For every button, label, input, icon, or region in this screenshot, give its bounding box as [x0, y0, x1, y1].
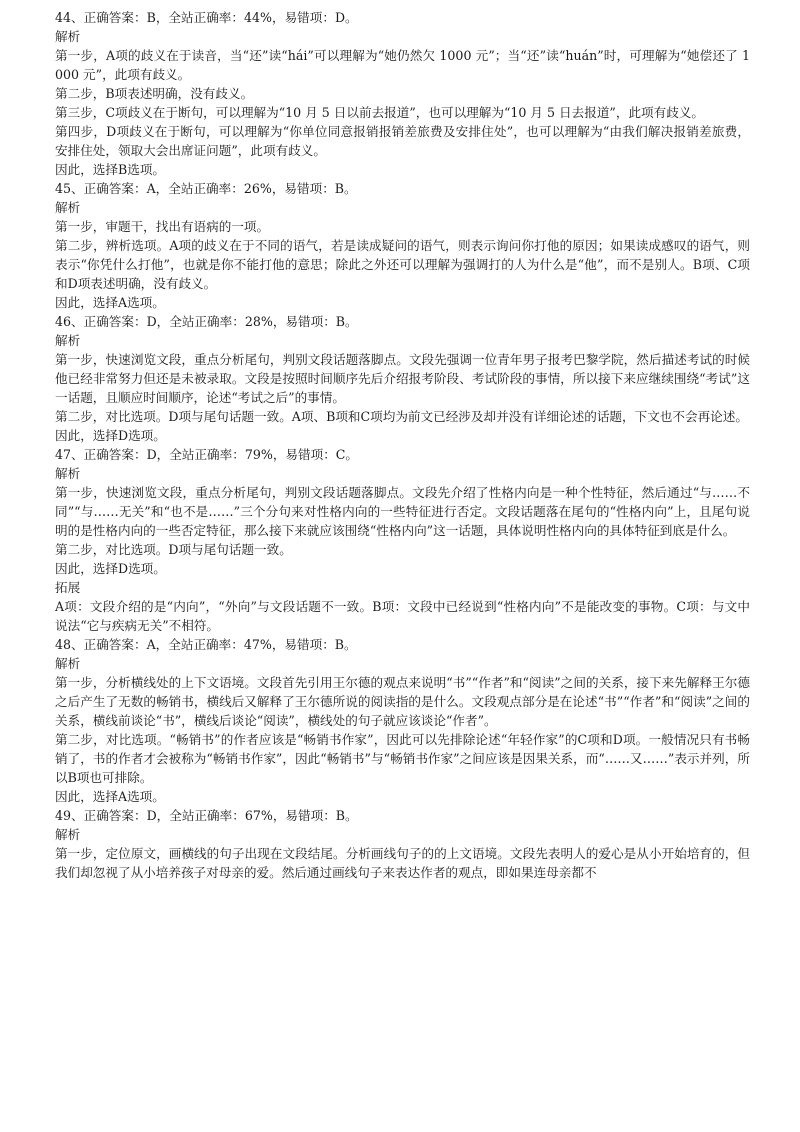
document-page — [55, 8, 750, 882]
answer-heading-46: 46、正确答案：D，全站正确率：28%，易错项：B。 — [55, 314, 358, 329]
analysis-label: 解析 — [55, 200, 81, 215]
conclusion: 因此，选择A选项。 — [55, 295, 165, 310]
paragraph: 第一步，定位原文，画横线的句子出现在文段结尾。分析画线句子的的上文语境。文段先表明人的爱心是从小开始培育的，但我们却忽视了从小培养孩子对母亲的爱。然后通过画线句子来表达作者的观点，即如果连母亲都不 — [55, 846, 750, 880]
analysis-label: 解析 — [55, 29, 81, 44]
analysis-label: 解析 — [55, 466, 81, 481]
paragraph: 第一步，快速浏览文段，重点分析尾句，判别文段话题落脚点。文段先介绍了性格内向是一种个性特征，然后通过“与……不同”“与……无关”和“也不是……”三个分句来对性格内向的一些特征进行否定。文段话题落在尾句的“性格内向”上，且尾句说明的是性格内向的一些否定特征，那么接下来就应该围绕“性格内向”这一话题，具体说明性格内向的具体特征到底是什么。 — [55, 485, 750, 538]
conclusion: 因此，选择D选项。 — [55, 428, 166, 443]
analysis-label: 解析 — [55, 827, 81, 842]
paragraph: 第一步，分析横线处的上下文语境。文段首先引用王尔德的观点来说明“书”“作者”和“阅读”之间的关系，接下来先解释王尔德之后产生了无数的畅销书，横线后又解释了王尔德所说的阅读指的是什么。文段观点部分是在论述“书”“作者”和“阅读”之间的关系，横线前谈论“书”，横线后谈论“阅读”，横线处的句子就应该谈论“作者”。 — [55, 675, 750, 728]
paragraph: 第一步，快速浏览文段，重点分析尾句，判别文段话题落脚点。文段先强调一位青年男子报考巴黎学院，然后描述考试的时候他已经非常努力但还是未被录取。文段是按照时间顺序先后介绍报考阶段、考试阶段的事情，所以接下来应继续围绕“考试”这一话题，且顺应时间顺序，论述“考试之后”的事情。 — [55, 352, 750, 405]
answer-heading-44: 44、正确答案：B，全站正确率：44%，易错项：D。 — [55, 10, 358, 25]
analysis-label: 解析 — [55, 333, 81, 348]
conclusion: 因此，选择D选项。 — [55, 561, 166, 576]
paragraph: 第二步，辨析选项。A项的歧义在于不同的语气，若是读成疑问的语气，则表示询问你打他的原因；如果读成感叹的语气，则表示“你凭什么打他”，也就是你不能打他的意思；除此之外还可以理解为强调打的人为什么是“他”，而不是别人。B项、C项和D项表述明确，没有歧义。 — [55, 238, 750, 291]
answer-heading-45: 45、正确答案：A，全站正确率：26%，易错项：B。 — [55, 181, 357, 196]
paragraph: 第一步，A项的歧义在于读音，当“还”读“hái”可以理解为“她仍然欠 1000 元”；当“还”读“huán”时，可理解为“她偿还了 1000 元”，此项有歧义。 — [55, 48, 750, 82]
paragraph: 第二步，对比选项。D项与尾句话题一致。 — [55, 542, 292, 557]
conclusion: 因此，选择B选项。 — [55, 162, 166, 177]
paragraph: 第一步，审题干，找出有语病的一项。 — [55, 219, 270, 234]
paragraph: 第三步，C项歧义在于断句，可以理解为“10 月 5 日以前去报道”，也可以理解为“10 月 5 日去报道”，此项有歧义。 — [55, 105, 705, 120]
paragraph: 第四步，D项歧义在于断句，可以理解为“你单位同意报销报销差旅费及安排住处”，也可以理解为“由我们解决报销差旅费，安排住处，领取大会出席证问题”，此项有歧义。 — [55, 124, 750, 158]
extension-label: 拓展 — [55, 580, 81, 595]
answer-heading-47: 47、正确答案：D，全站正确率：79%，易错项：C。 — [55, 447, 359, 462]
answer-heading-49: 49、正确答案：D，全站正确率：67%，易错项：B。 — [55, 808, 358, 823]
answer-heading-48: 48、正确答案：A，全站正确率：47%，易错项：B。 — [55, 637, 357, 652]
paragraph: 第二步，对比选项。D项与尾句话题一致。A项、B项和C项均为前文已经涉及却并没有详细论述的话题，下文也不会再论述。 — [55, 409, 748, 424]
paragraph: A项：文段介绍的是“内向”，“外向”与文段话题不一致。B项：文段中已经说到“性格内向”不是能改变的事物。C项：与文中说法“它与疾病无关”不相符。 — [55, 599, 750, 633]
paragraph: 第二步，对比选项。“畅销书”的作者应该是“畅销书作家”，因此可以先排除论述“年轻作家”的C项和D项。一般情况只有书畅销了，书的作者才会被称为“畅销书作家”，因此“畅销书”与“畅销书作家”之间应该是因果关系，而“……又……”表示并列，所以B项也可排除。 — [55, 732, 750, 785]
conclusion: 因此，选择A选项。 — [55, 789, 165, 804]
analysis-label: 解析 — [55, 656, 81, 671]
paragraph: 第二步，B项表述明确，没有歧义。 — [55, 86, 254, 101]
